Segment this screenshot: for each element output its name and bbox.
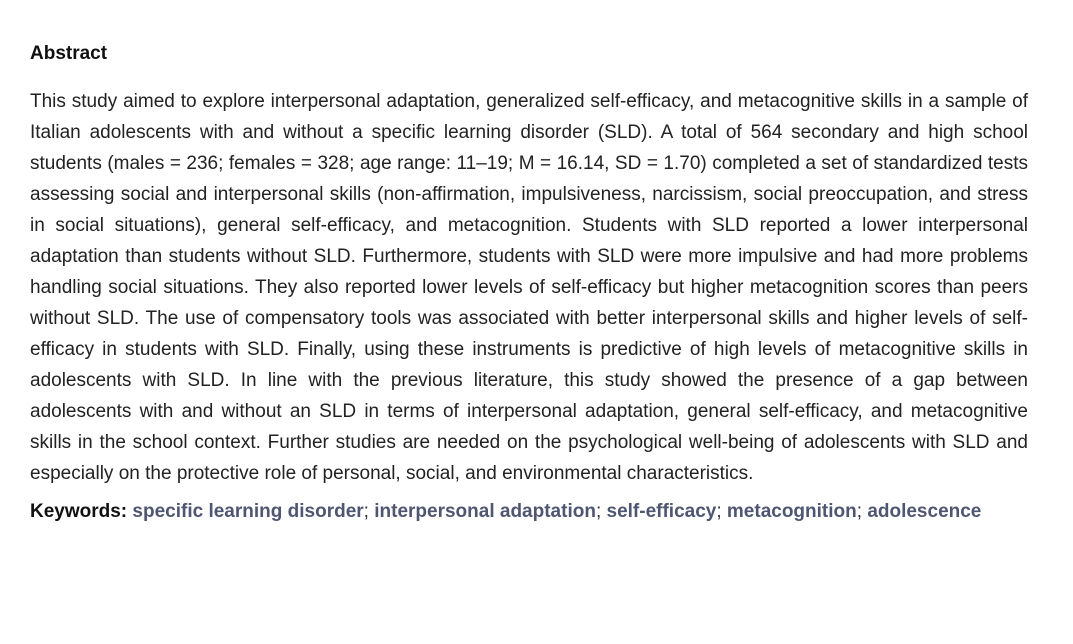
- abstract-section: [30, 40, 1028, 527]
- keyword-link-interpersonal-adaptation[interactable]: interpersonal adaptation: [374, 501, 596, 522]
- keyword-link-adolescence[interactable]: adolescence: [867, 501, 982, 522]
- keyword-separator: ;: [716, 501, 722, 522]
- keyword-link-self-efficacy[interactable]: self-efficacy: [606, 501, 717, 522]
- keyword-separator: ;: [363, 501, 369, 522]
- abstract-text: This study aimed to explore interpersonal adaptation, generalized self-efficacy, and metacognitive skills in a sample of Italian adolescents with and without a specific learning disorder (SLD). A total of 564 secondary and high school students (males = 236; females = 328; age range: 11–19; M = 16.14, SD = 1.70) completed a set of standardized tests assessing social and interpersonal skills (non-affirmation, impulsiveness, narcissism, social preoccupation, and stress in social situations), general self-efficacy, and metacognition. Students with SLD reported a lower interpersonal adaptation than students without SLD. Furthermore, students with SLD were more impulsive and had more problems handling social situations. They also reported lower levels of self-efficacy but higher metacognition scores than peers without SLD. The use of compensatory tools was associated with better interpersonal skills and higher levels of self-efficacy in students with SLD. Finally, using these instruments is predictive of high levels of metacognitive skills in adolescents with SLD. In line with the previous literature, this study showed the presence of a gap between adolescents with and without an SLD in terms of interpersonal adaptation, general self-efficacy, and metacognitive skills in the school context. Further studies are needed on the psychological well-being of adolescents with SLD and especially on the protective role of personal, social, and environmental characteristics.: [30, 91, 1028, 484]
- keywords-label: Keywords:: [30, 501, 128, 522]
- keyword-separator: ;: [595, 501, 602, 522]
- abstract-heading: Abstract: [30, 43, 108, 64]
- keyword-separator: ;: [856, 501, 863, 522]
- keywords-line: [30, 496, 1028, 527]
- keyword-link-metacognition[interactable]: metacognition: [726, 501, 857, 522]
- keyword-link-specific-learning-disorder[interactable]: specific learning disorder: [132, 501, 364, 522]
